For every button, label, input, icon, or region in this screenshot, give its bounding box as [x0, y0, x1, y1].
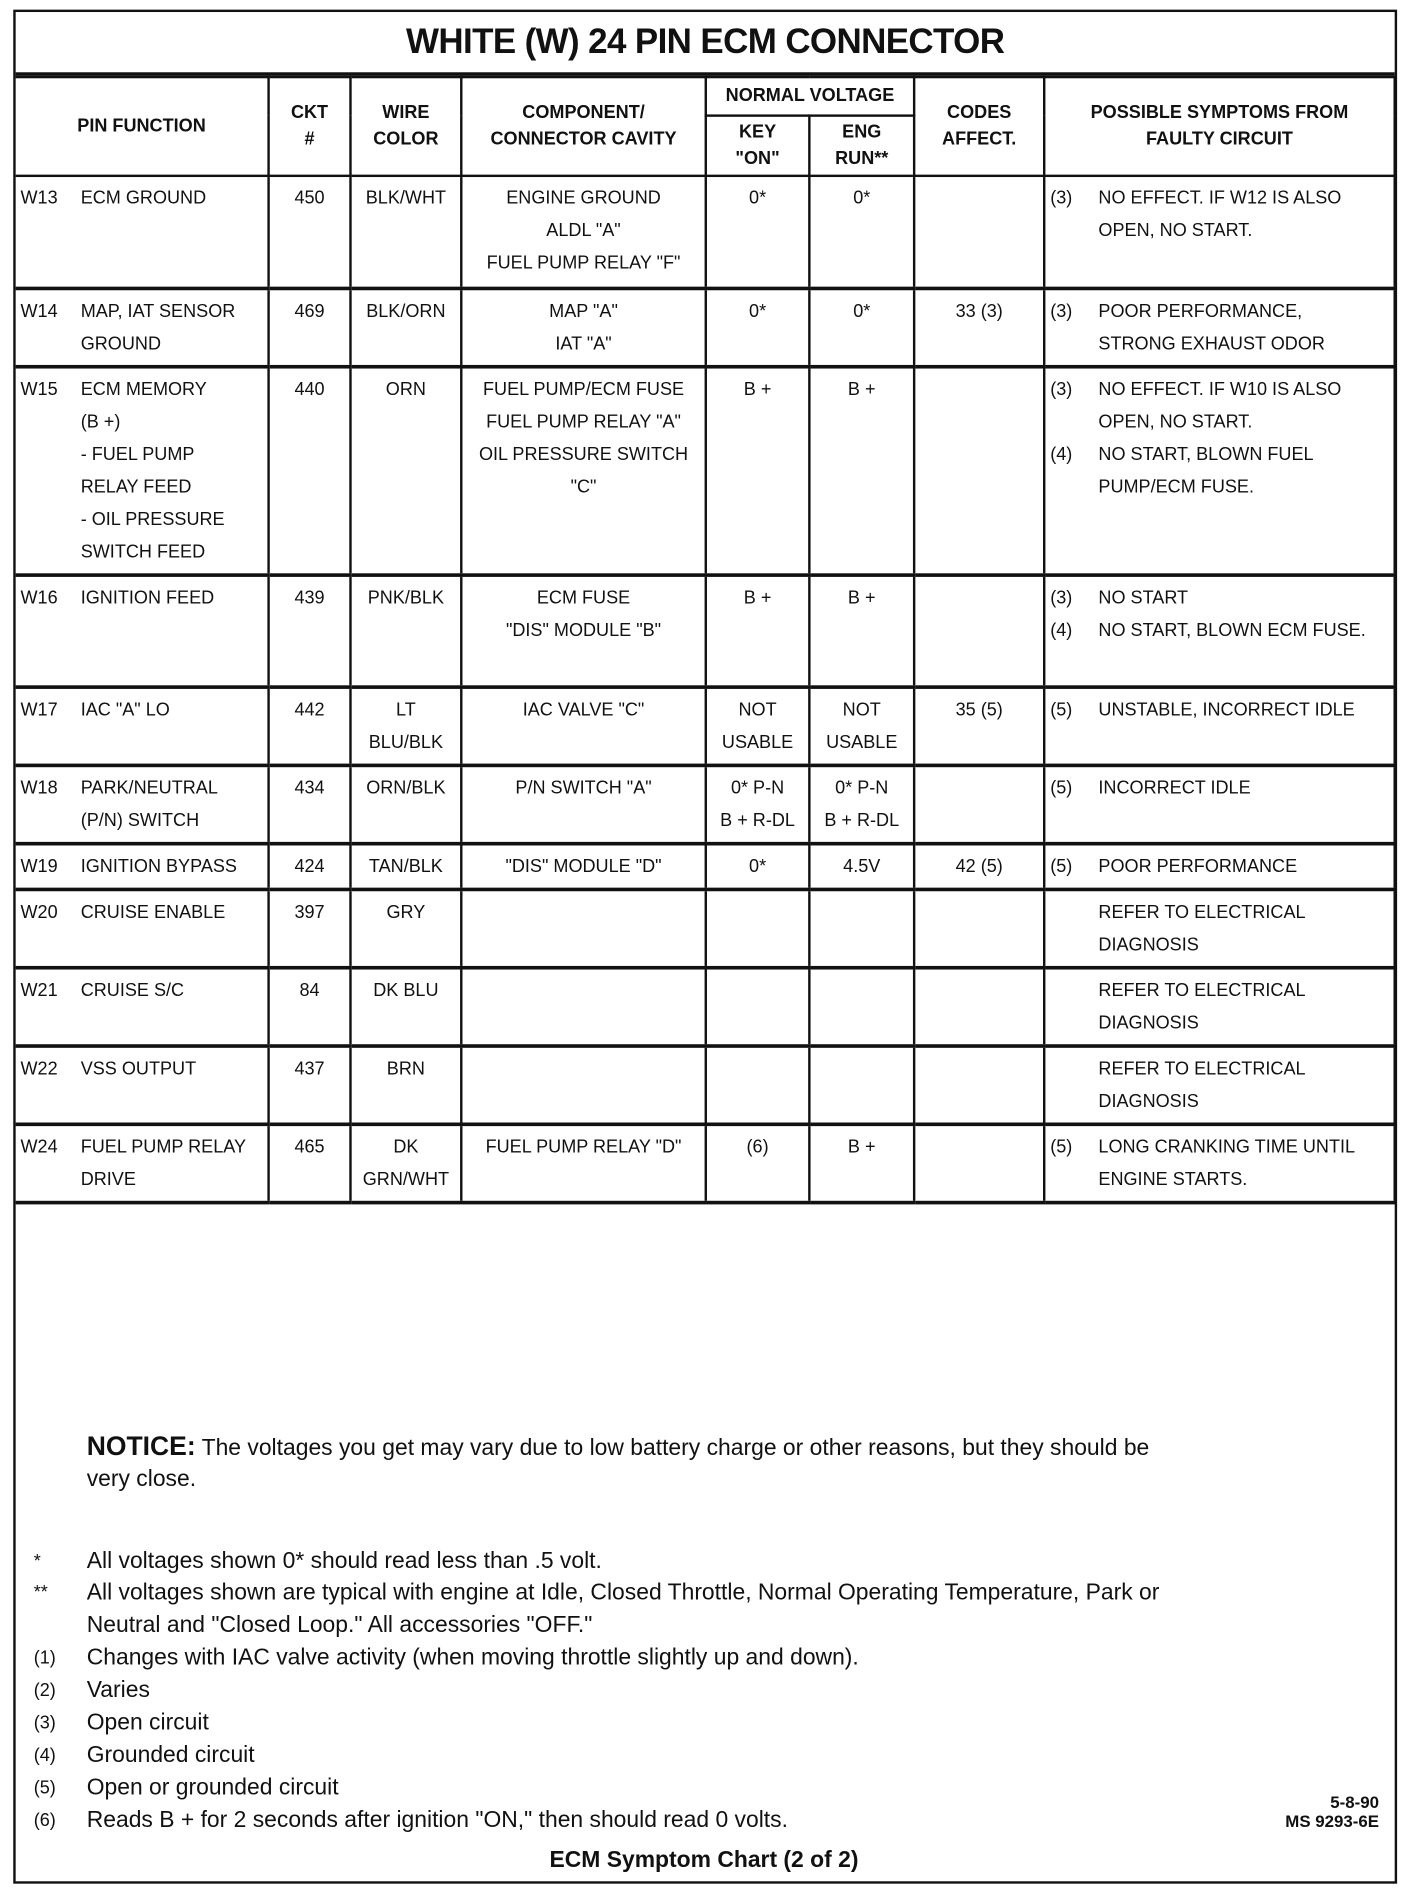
table-body [16, 176, 1395, 1202]
codes-cell: 35 (5) [914, 687, 1044, 765]
symptom-code: (5) [1050, 855, 1073, 877]
symptom-text: LONG CRANKING TIME UNTIL ENGINE STARTS. [1098, 1136, 1355, 1190]
symptom-code [1050, 895, 1098, 960]
pin-function-text: FUEL PUMP RELAY DRIVE [80, 1136, 247, 1190]
codes-cell [914, 574, 1044, 686]
footnote-key: * [33, 1551, 41, 1572]
footnote-key: (2) [33, 1680, 56, 1701]
component-cell: MAP "A" IAT "A" [461, 288, 705, 366]
symptoms-cell [1044, 1045, 1394, 1123]
codes-cell [914, 765, 1044, 843]
ckt-cell: 465 [269, 1124, 351, 1202]
footnote [24, 1674, 1168, 1707]
eng-run-cell: 0* [809, 288, 914, 366]
footnote-text: All voltages shown 0* should read less than .5 volt. [86, 1548, 602, 1575]
symptoms-cell [1044, 176, 1394, 288]
symptom-code: (4) [1050, 619, 1073, 641]
footnote-text: Varies [86, 1677, 150, 1704]
symptom-text: INCORRECT IDLE [1098, 777, 1251, 798]
pin-function-text: IGNITION BYPASS [80, 855, 237, 877]
pin-id: W13 [20, 187, 58, 209]
symptoms-cell [1044, 687, 1394, 765]
pin-function-text: MAP, IAT SENSOR GROUND [80, 300, 236, 354]
symptom-code: (5) [1050, 699, 1073, 720]
codes-cell [914, 889, 1044, 967]
eng-run-cell [809, 1045, 914, 1123]
symptom [1050, 1130, 1388, 1195]
pin-function-text: IGNITION FEED [80, 587, 215, 608]
wire-color-cell: PNK/BLK [350, 574, 461, 686]
table-row [16, 889, 1395, 967]
symptoms-cell [1044, 1124, 1394, 1202]
pin-function-cell [16, 176, 269, 288]
header-codes: CODES AFFECT. [914, 77, 1044, 176]
key-on-cell: 0* [706, 843, 810, 889]
eng-run-cell: 4.5V [809, 843, 914, 889]
pin-function-cell [16, 1045, 269, 1123]
key-on-cell: (6) [706, 1124, 810, 1202]
wire-color-cell: DK GRN/WHT [350, 1124, 461, 1202]
footnote-key: (5) [33, 1777, 56, 1799]
component-cell [461, 889, 705, 967]
header-component: COMPONENT/ CONNECTOR CAVITY [461, 77, 705, 176]
pin-function-cell [16, 765, 269, 843]
footnote-text: All voltages shown are typical with engine at Idle, Closed Throttle, Normal Operating Temperature, Park or Neutral and "Closed Loop." All accessories "OFF." [86, 1580, 1160, 1638]
eng-run-cell [809, 889, 914, 967]
table-row [16, 1045, 1395, 1123]
pin-function-cell [16, 366, 269, 574]
footnote-text: Open or grounded circuit [86, 1775, 339, 1801]
component-cell: ENGINE GROUND ALDL "A" FUEL PUMP RELAY "F" [461, 176, 705, 288]
symptom-code: (5) [1050, 1136, 1073, 1157]
pin-function-cell [16, 1124, 269, 1202]
pin-function [20, 771, 262, 836]
eng-run-cell: NOT USABLE [809, 687, 914, 765]
table-title: WHITE (W) 24 PIN ECM CONNECTOR [16, 12, 1395, 76]
symptom-code: (4) [1050, 443, 1073, 465]
footnote-key: (4) [33, 1745, 56, 1766]
table-row [16, 574, 1395, 686]
key-on-cell [706, 967, 810, 1045]
header-eng-run: ENG RUN** [809, 116, 914, 176]
symptom-text: NO EFFECT. IF W12 IS ALSO OPEN, NO START. [1098, 187, 1342, 241]
symptom-text: NO START, BLOWN FUEL PUMP/ECM FUSE. [1098, 443, 1313, 497]
document-stamp [1285, 1792, 1379, 1831]
wire-color-cell: TAN/BLK [350, 843, 461, 889]
key-on-cell: 0* [706, 288, 810, 366]
pin-id: W14 [20, 300, 58, 321]
key-on-cell [706, 889, 810, 967]
codes-cell [914, 176, 1044, 288]
codes-cell [914, 967, 1044, 1045]
pin-function [20, 1052, 262, 1085]
pin-id: W20 [20, 901, 58, 922]
pin-function-text: ECM GROUND [80, 187, 207, 209]
pin-function [20, 850, 262, 883]
symptom [1050, 693, 1388, 726]
pin-function-cell [16, 288, 269, 366]
table-row [16, 366, 1395, 574]
key-on-cell [706, 1045, 810, 1123]
pin-table [16, 76, 1396, 1204]
symptom [1050, 614, 1388, 647]
symptom-text: NO EFFECT. IF W10 IS ALSO OPEN, NO START. [1098, 378, 1342, 432]
component-cell [461, 967, 705, 1045]
header-key-on: KEY "ON" [706, 116, 810, 176]
pin-function-text: VSS OUTPUT [80, 1058, 197, 1079]
ckt-cell: 437 [269, 1045, 351, 1123]
symptom-code: (3) [1050, 300, 1073, 321]
symptom-code: (3) [1050, 187, 1073, 209]
eng-run-cell: B + [809, 366, 914, 574]
symptoms-cell [1044, 574, 1394, 686]
symptom-text: POOR PERFORMANCE, STRONG EXHAUST ODOR [1098, 300, 1325, 354]
symptom [1050, 895, 1388, 960]
header-wire-color: WIRE COLOR [350, 77, 461, 176]
eng-run-cell: 0* [809, 176, 914, 288]
symptom-text: REFER TO ELECTRICAL DIAGNOSIS [1098, 979, 1305, 1033]
codes-cell [914, 1045, 1044, 1123]
ckt-cell: 439 [269, 574, 351, 686]
notice-text: The voltages you get may vary due to low battery charge or other reasons, but they should be very close. [86, 1435, 1150, 1493]
component-cell [461, 1045, 705, 1123]
wire-color-cell: BLK/WHT [350, 176, 461, 288]
ckt-cell: 397 [269, 889, 351, 967]
footnote-text: Open circuit [86, 1710, 209, 1736]
symptoms-cell [1044, 288, 1394, 366]
codes-cell: 33 (3) [914, 288, 1044, 366]
pin-id: W16 [20, 587, 58, 608]
symptom-text: REFER TO ELECTRICAL DIAGNOSIS [1098, 901, 1305, 955]
codes-cell: 42 (5) [914, 843, 1044, 889]
pin-id: W19 [20, 855, 58, 877]
eng-run-cell: B + [809, 1124, 914, 1202]
symptom-code: (3) [1050, 378, 1073, 400]
ckt-cell: 450 [269, 176, 351, 288]
pin-function-cell [16, 687, 269, 765]
symptoms-cell [1044, 967, 1394, 1045]
footnote-key: (1) [33, 1647, 56, 1669]
symptom-code: (3) [1050, 587, 1073, 608]
wire-color-cell: ORN [350, 366, 461, 574]
table-row [16, 967, 1395, 1045]
footnote-key: ** [33, 1582, 48, 1604]
key-on-cell: 0* [706, 176, 810, 288]
doc-number: MS 9293-6E [1285, 1811, 1380, 1831]
table-row [16, 843, 1395, 889]
eng-run-cell: B + [809, 574, 914, 686]
component-cell: "DIS" MODULE "D" [461, 843, 705, 889]
pin-id: W22 [20, 1058, 58, 1079]
key-on-cell: NOT USABLE [706, 687, 810, 765]
symptom [1050, 1052, 1388, 1117]
symptom [1050, 581, 1388, 614]
table-row [16, 288, 1395, 366]
symptoms-cell [1044, 843, 1394, 889]
symptom-text: REFER TO ELECTRICAL DIAGNOSIS [1098, 1058, 1305, 1112]
ckt-cell: 440 [269, 366, 351, 574]
notice-label: NOTICE: [86, 1430, 196, 1461]
wire-color-cell: ORN/BLK [350, 765, 461, 843]
key-on-cell: B + [706, 574, 810, 686]
eng-run-cell [809, 967, 914, 1045]
pin-function [20, 974, 262, 1007]
notes [33, 1430, 1171, 1834]
ckt-cell: 84 [269, 967, 351, 1045]
footnote-text: Grounded circuit [86, 1742, 255, 1769]
symptom [1050, 850, 1388, 883]
ckt-cell: 434 [269, 765, 351, 843]
footnote [24, 1642, 1168, 1675]
pin-function-text: CRUISE S/C [80, 979, 185, 1001]
footnote [24, 1772, 1168, 1805]
pin-function-cell [16, 889, 269, 967]
ckt-cell: 424 [269, 843, 351, 889]
header-normal-voltage: NORMAL VOLTAGE [706, 77, 914, 116]
pin-function [20, 373, 262, 568]
wire-color-cell: LT BLU/BLK [350, 687, 461, 765]
pin-function [20, 693, 262, 726]
component-cell: P/N SWITCH "A" [461, 765, 705, 843]
symptoms-cell [1044, 366, 1394, 574]
pin-id: W21 [20, 979, 58, 1001]
footnote [24, 1707, 1168, 1740]
pin-function-cell [16, 967, 269, 1045]
header-symptoms: POSSIBLE SYMPTOMS FROM FAULTY CIRCUIT [1044, 77, 1394, 176]
table-row [16, 176, 1395, 288]
pin-id: W18 [20, 777, 58, 798]
wire-color-cell: BRN [350, 1045, 461, 1123]
pin-id: W24 [20, 1136, 58, 1157]
component-cell: FUEL PUMP/ECM FUSE FUEL PUMP RELAY "A" OIL PRESSURE SWITCH "C" [461, 366, 705, 574]
footnote [24, 1577, 1168, 1642]
symptom-text: POOR PERFORMANCE [1098, 855, 1298, 877]
date: 5-8-90 [1330, 1792, 1380, 1812]
footnote-key: (3) [33, 1712, 56, 1734]
table-row [16, 687, 1395, 765]
pin-function-text: CRUISE ENABLE [80, 901, 226, 922]
pin-function-cell [16, 574, 269, 686]
table-row [16, 765, 1395, 843]
pin-function [20, 895, 262, 928]
symptom [1050, 438, 1388, 503]
key-on-cell: B + [706, 366, 810, 574]
footnote-key: (6) [33, 1810, 56, 1831]
figure-caption: ECM Symptom Chart (2 of 2) [549, 1847, 859, 1873]
footnote [24, 1545, 1168, 1578]
header-pin-function: PIN FUNCTION [16, 77, 269, 176]
pin-function-cell [16, 843, 269, 889]
pin-function-text: PARK/NEUTRAL (P/N) SWITCH [80, 777, 218, 831]
symptom-code [1050, 974, 1098, 1039]
pin-id: W15 [20, 378, 58, 400]
pin-function [20, 182, 262, 215]
symptoms-cell [1044, 889, 1394, 967]
component-cell: IAC VALVE "C" [461, 687, 705, 765]
footnote [24, 1739, 1168, 1772]
notice [87, 1431, 1171, 1496]
symptom-code [1050, 1052, 1098, 1117]
pin-id: W17 [20, 699, 58, 720]
symptom [1050, 294, 1388, 359]
symptom-text: UNSTABLE, INCORRECT IDLE [1098, 699, 1355, 720]
symptom [1050, 373, 1388, 438]
header-ckt: CKT # [269, 77, 351, 176]
wire-color-cell: BLK/ORN [350, 288, 461, 366]
wire-color-cell: DK BLU [350, 967, 461, 1045]
eng-run-cell: 0* P-N B + R-DL [809, 765, 914, 843]
symptom [1050, 771, 1388, 804]
symptoms-cell [1044, 765, 1394, 843]
footnote-text: Reads B + for 2 seconds after ignition "ON," then should read 0 volts. [86, 1807, 788, 1834]
ckt-cell: 469 [269, 288, 351, 366]
ckt-cell: 442 [269, 687, 351, 765]
key-on-cell: 0* P-N B + R-DL [706, 765, 810, 843]
codes-cell [914, 366, 1044, 574]
pin-function [20, 1130, 262, 1195]
symptom [1050, 182, 1388, 247]
pin-function [20, 294, 262, 359]
pin-function [20, 581, 262, 614]
symptom [1050, 974, 1388, 1039]
component-cell: FUEL PUMP RELAY "D" [461, 1124, 705, 1202]
symptom-text: NO START [1098, 587, 1189, 608]
symptom-code: (5) [1050, 777, 1073, 798]
codes-cell [914, 1124, 1044, 1202]
component-cell: ECM FUSE "DIS" MODULE "B" [461, 574, 705, 686]
table-row [16, 1124, 1395, 1202]
pin-function-text: ECM MEMORY (B +) - FUEL PUMP RELAY FEED - OIL PRESSURE SWITCH FEED [80, 378, 225, 562]
wire-color-cell: GRY [350, 889, 461, 967]
symptom-text: NO START, BLOWN ECM FUSE. [1098, 619, 1366, 641]
footnote [24, 1804, 1168, 1837]
pin-function-text: IAC "A" LO [80, 699, 170, 720]
footnote-text: Changes with IAC valve activity (when moving throttle slightly up and down). [86, 1645, 859, 1671]
